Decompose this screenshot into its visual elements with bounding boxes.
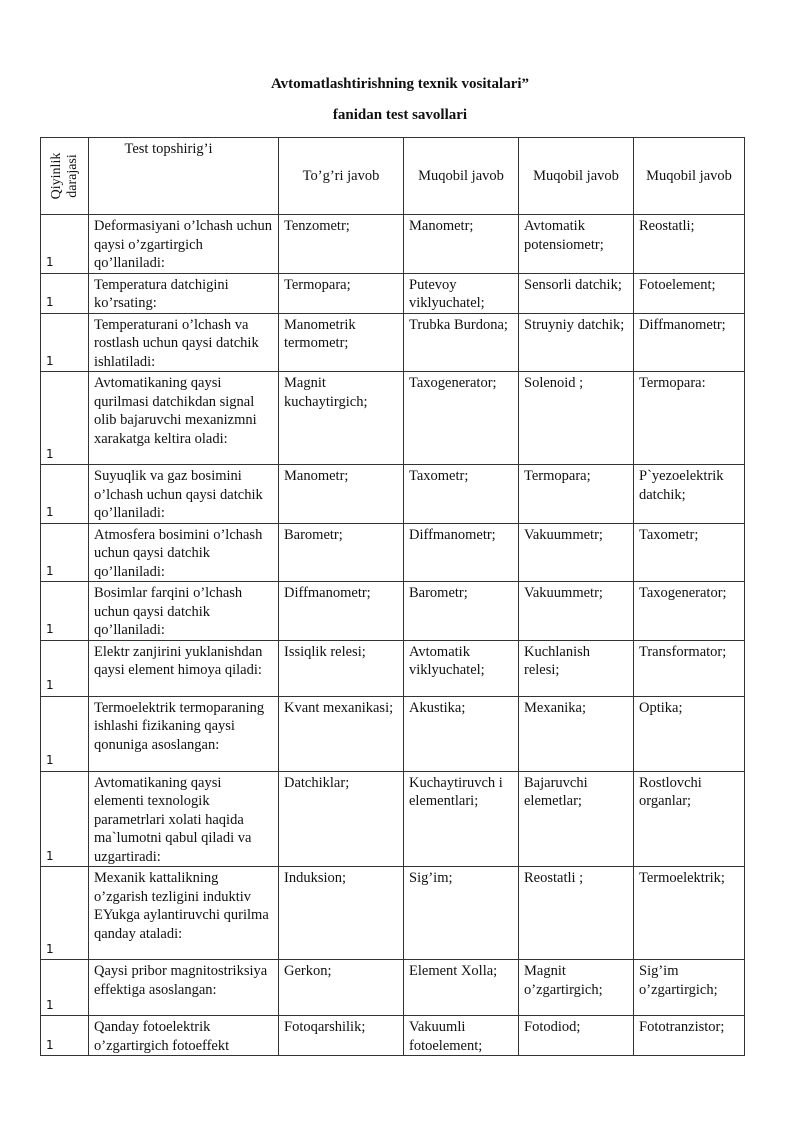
difficulty-cell: 1 [41,771,89,867]
correct-answer-cell: Kvant mexanikasi; [279,696,404,771]
correct-answer-cell: Manometr; [279,465,404,524]
alternative-2-cell: Magnit o’zgartirgich; [519,960,634,1016]
alternative-1-cell: Taxogenerator; [404,372,519,465]
table-row [41,215,745,274]
correct-answer-cell: Datchiklar; [279,771,404,867]
header-difficulty-line2: darajasi [64,154,80,198]
document-title: Avtomatlashtirishning texnik vositalari” [270,76,530,92]
alternative-3-cell: P`yezoelektrik datchik; [634,465,745,524]
alternative-3-cell: Termoelektrik; [634,867,745,960]
test-questions-table [40,137,745,1056]
alternative-2-cell: Vakuummetr; [519,582,634,641]
table-row [41,771,745,867]
alternative-2-cell: Struyniy datchik; [519,313,634,372]
difficulty-cell: 1 [41,523,89,582]
question-cell: Deformasiyani o’lchash uchun qaysi o’zgartirgich qo’llaniladi: [89,215,279,274]
alternative-3-cell: Taxogenerator; [634,582,745,641]
difficulty-cell: 1 [41,273,89,313]
alternative-2-cell: Avtomatik potensiometr; [519,215,634,274]
table-row [41,313,745,372]
alternative-3-cell: Termopara: [634,372,745,465]
alternative-1-cell: Taxometr; [404,465,519,524]
table-row [41,465,745,524]
difficulty-cell: 1 [41,640,89,696]
alternative-3-cell: Fototranzistor; [634,1016,745,1056]
table-row [41,273,745,313]
alternative-2-cell: Mexanika; [519,696,634,771]
header-difficulty-line1: Qiyinlik [48,152,64,200]
difficulty-cell: 1 [41,313,89,372]
correct-answer-cell: Issiqlik relesi; [279,640,404,696]
document-subtitle: fanidan test savollari [332,107,468,123]
alternative-2-cell: Vakuummetr; [519,523,634,582]
alternative-1-cell: Kuchaytiruvch i elementlari; [404,771,519,867]
table-row [41,372,745,465]
alternative-1-cell: Sig’im; [404,867,519,960]
alternative-3-cell: Sig’im o’zgartirgich; [634,960,745,1016]
difficulty-cell: 1 [41,465,89,524]
alternative-2-cell: Solenoid ; [519,372,634,465]
alternative-2-cell: Reostatli ; [519,867,634,960]
difficulty-cell: 1 [41,867,89,960]
table-row [41,582,745,641]
correct-answer-cell: Gerkon; [279,960,404,1016]
header-row [41,138,745,215]
alternative-3-cell: Taxometr; [634,523,745,582]
alternative-1-cell: Trubka Burdona; [404,313,519,372]
header-alternative-1: Muqobil javob [404,138,519,215]
question-cell: Termoelektrik termoparaning ishlashi fizikaning qaysi qonuniga asoslangan: [89,696,279,771]
correct-answer-cell: Manometrik termometr; [279,313,404,372]
difficulty-cell: 1 [41,372,89,465]
difficulty-cell: 1 [41,215,89,274]
difficulty-cell: 1 [41,1016,89,1056]
alternative-1-cell: Diffmanometr; [404,523,519,582]
question-cell: Temperaturani o’lchash va rostlash uchun qaysi datchik ishlatiladi: [89,313,279,372]
difficulty-cell: 1 [41,960,89,1016]
question-cell: Qanday fotoelektrik o’zgartirgich fotoeffekt [89,1016,279,1056]
correct-answer-cell: Termopara; [279,273,404,313]
question-cell: Qaysi pribor magnitostriksiya effektiga asoslangan: [89,960,279,1016]
table-row [41,696,745,771]
alternative-3-cell: Rostlovchi organlar; [634,771,745,867]
correct-answer-cell: Induksion; [279,867,404,960]
correct-answer-cell: Barometr; [279,523,404,582]
question-cell: Avtomatikaning qaysi elementi texnologik parametrlari xolati haqida ma`lumotni qabul qiladi va uzgartiradi: [89,771,279,867]
alternative-3-cell: Optika; [634,696,745,771]
alternative-2-cell: Sensorli datchik; [519,273,634,313]
table-row [41,1016,745,1056]
alternative-1-cell: Manometr; [404,215,519,274]
question-cell: Atmosfera bosimini o’lchash uchun qaysi datchik qo’llaniladi: [89,523,279,582]
table-row [41,523,745,582]
table-row [41,960,745,1016]
question-cell: Elektr zanjirini yuklanishdan qaysi element himoya qiladi: [89,640,279,696]
question-cell: Avtomatikaning qaysi qurilmasi datchikdan signal olib bajaruvchi mexanizmni xarakatga keltira oladi: [89,372,279,465]
difficulty-cell: 1 [41,582,89,641]
table-row [41,640,745,696]
header-task: Test topshirig’i [89,138,279,215]
alternative-1-cell: Putevoy viklyuchatel; [404,273,519,313]
header-alternative-2: Muqobil javob [519,138,634,215]
correct-answer-cell: Magnit kuchaytirgich; [279,372,404,465]
header-difficulty [41,138,89,215]
table-row [41,867,745,960]
question-cell: Mexanik kattalikning o’zgarish tezligini induktiv EYukga aylantiruvchi qurilma qanday ataladi: [89,867,279,960]
question-cell: Suyuqlik va gaz bosimini o’lchash uchun qaysi datchik qo’llaniladi: [89,465,279,524]
question-cell: Temperatura datchigini ko’rsating: [89,273,279,313]
header-correct-answer: To’g’ri javob [279,138,404,215]
alternative-1-cell: Avtomatik viklyuchatel; [404,640,519,696]
alternative-1-cell: Vakuumli fotoelement; [404,1016,519,1056]
alternative-2-cell: Bajaruvchi elemetlar; [519,771,634,867]
alternative-1-cell: Element Xolla; [404,960,519,1016]
alternative-1-cell: Akustika; [404,696,519,771]
alternative-3-cell: Fotoelement; [634,273,745,313]
correct-answer-cell: Diffmanometr; [279,582,404,641]
alternative-3-cell: Transformator; [634,640,745,696]
alternative-3-cell: Reostatli; [634,215,745,274]
correct-answer-cell: Fotoqarshilik; [279,1016,404,1056]
difficulty-cell: 1 [41,696,89,771]
alternative-2-cell: Fotodiod; [519,1016,634,1056]
alternative-1-cell: Barometr; [404,582,519,641]
question-cell: Bosimlar farqini o’lchash uchun qaysi datchik qo’llaniladi: [89,582,279,641]
header-alternative-3: Muqobil javob [634,138,745,215]
correct-answer-cell: Tenzometr; [279,215,404,274]
alternative-3-cell: Diffmanometr; [634,313,745,372]
alternative-2-cell: Termopara; [519,465,634,524]
alternative-2-cell: Kuchlanish relesi; [519,640,634,696]
